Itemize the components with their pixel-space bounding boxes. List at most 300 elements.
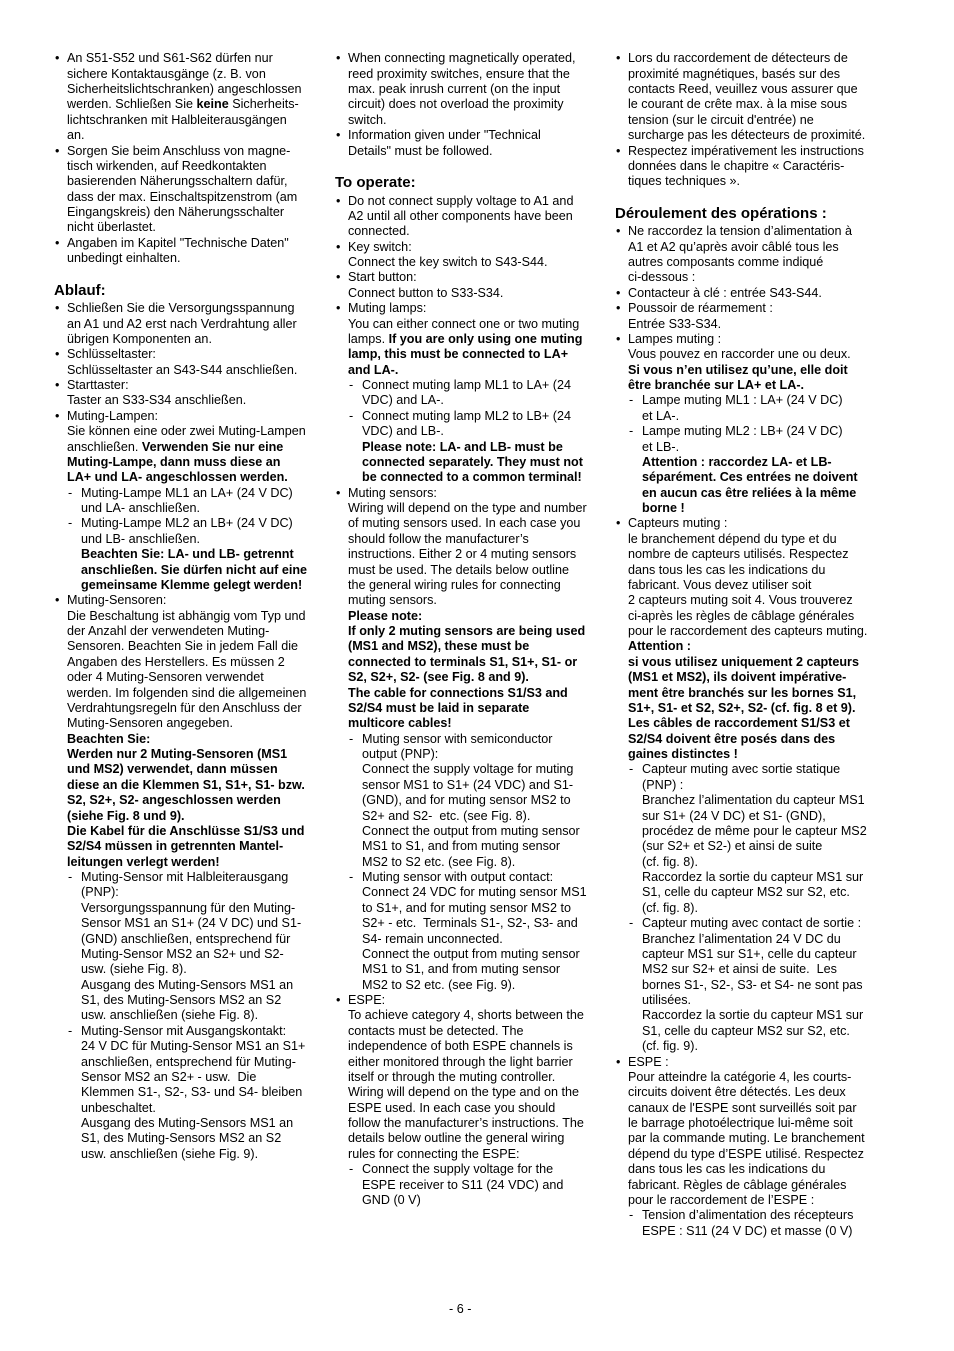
text-line	[54, 1116, 329, 1131]
text-line	[54, 978, 329, 993]
line-text: Wiring will depend on the type and number	[348, 501, 587, 516]
line-text: must be used. The details below outline	[348, 562, 569, 577]
line-text: (cf. fig. 9).	[642, 1039, 698, 1054]
line-text: Ne raccordez la tension d’alimentation à	[628, 224, 853, 239]
line-text: rules for connecting the ESPE:	[348, 1146, 520, 1161]
line-text: VDC) and LB-.	[362, 424, 444, 439]
text-line	[615, 1193, 890, 1208]
text-line	[335, 1085, 610, 1100]
line-text: Details" must be followed.	[348, 143, 493, 158]
text-line	[54, 1085, 329, 1100]
line-text: dass der max. Einschaltspitzenstrom (am	[67, 189, 298, 204]
bold-text: Please note: LA- and LB- must be	[362, 439, 563, 454]
line-text: instructions. Either 2 or 4 muting sensors	[348, 547, 577, 562]
text-line	[54, 732, 329, 747]
bold-text: borne !	[642, 501, 685, 516]
line-text: Schließen Sie die Versorgungsspannung	[67, 301, 295, 316]
text-line	[615, 932, 890, 947]
bullet-marker: •	[336, 485, 341, 500]
text-line	[54, 532, 329, 547]
line-text: Lampes muting :	[628, 331, 722, 346]
line-text: capteur MS1 sur S1+, celle du capteur	[642, 946, 857, 961]
line-text: dans tous les cas les indications du	[628, 1162, 826, 1177]
line-text: werden. Im folgenden sind die allgemeinen	[67, 685, 307, 700]
bullet-marker: •	[336, 301, 341, 316]
line-text-segment: lamps.	[348, 331, 389, 346]
bullet-marker: •	[55, 51, 60, 66]
line-text: (GND) anschließen, entsprechend für	[81, 931, 291, 946]
text-line	[335, 993, 610, 1008]
text-line	[54, 301, 329, 316]
text-line	[54, 486, 329, 501]
bold-text: en aucun cas être reliées à la même	[642, 485, 857, 500]
text-line	[54, 236, 329, 251]
text-line	[54, 347, 329, 362]
text-line	[615, 624, 890, 639]
line-text: MS1 to S1, and from muting sensor	[362, 962, 561, 977]
line-text: Raccordez la sortie du capteur MS1 sur	[642, 1008, 864, 1023]
line-text: Die Beschaltung ist abhängig vom Typ und	[67, 608, 306, 623]
line-text: Sensoren. Beachten Sie in jedem Fall die	[67, 639, 299, 654]
text-line	[615, 1162, 890, 1177]
line-text: Connect the supply voltage for muting	[362, 762, 574, 777]
line-text: muting sensors.	[348, 593, 437, 608]
dash-marker: -	[629, 916, 634, 931]
line-text: itself or through the muting controller.	[348, 1069, 556, 1084]
text-line	[335, 424, 610, 439]
text-line	[54, 470, 329, 485]
dash-marker: -	[629, 762, 634, 777]
line-text: independence of both ESPE channels is	[348, 1039, 573, 1054]
line-text: A2 until all other components have been	[348, 208, 573, 223]
line-text: Capteur muting avec sortie statique	[642, 762, 841, 777]
text-line	[335, 670, 610, 685]
line-text: bornes S1-, S2-, S3- et S4- ne sont pas	[642, 977, 863, 992]
text-line	[615, 993, 890, 1008]
text-line	[335, 378, 610, 393]
line-text: surcharge pas les détecteurs de proximité.	[628, 128, 866, 143]
bullet-marker: •	[616, 224, 621, 239]
text-line	[615, 113, 890, 128]
line-text: Sensor MS1 an S1+ (24 V DC) und S1-	[81, 916, 302, 931]
bold-text: Die Kabel für die Anschlüsse S1/S3 und	[67, 823, 305, 838]
text-line	[335, 655, 610, 670]
line-text: Ausgang des Muting-Sensors MS1 an	[81, 977, 294, 992]
line-text: Schlüsseltaster:	[67, 347, 156, 362]
text-line	[335, 51, 610, 66]
text-line	[54, 251, 329, 266]
bold-text: ment être branchés sur les bornes S1,	[628, 685, 857, 700]
bullet-marker: •	[336, 128, 341, 143]
bullet-marker: •	[336, 993, 341, 1008]
bullet-marker: •	[336, 239, 341, 254]
text-line	[335, 1101, 610, 1116]
text-line	[335, 224, 610, 239]
text-line	[54, 393, 329, 408]
bullet-marker: •	[616, 1054, 621, 1069]
text-line	[335, 332, 610, 347]
text-line	[54, 824, 329, 839]
text-line	[335, 1039, 610, 1054]
text-line	[54, 51, 329, 66]
text-line	[615, 1147, 890, 1162]
dash-marker: -	[68, 870, 73, 885]
text-column	[615, 51, 890, 1239]
text-line	[615, 255, 890, 270]
text-line	[335, 347, 610, 362]
bold-text: (MS1 and MS2), these must be	[348, 639, 530, 654]
text-line	[54, 716, 329, 731]
line-text: ci-après les règles de câblage générales	[628, 608, 855, 623]
line-text: Connect muting lamp ML1 to LA+ (24	[362, 378, 571, 393]
line-text: You can either connect one or two muting	[348, 316, 580, 331]
text-line	[615, 440, 890, 455]
text-line	[615, 270, 890, 285]
text-line	[54, 82, 329, 97]
line-text: (PNP) :	[642, 777, 684, 792]
text-line	[335, 286, 610, 301]
text-line	[54, 655, 329, 670]
bullet-marker: •	[616, 516, 621, 531]
line-text: basierenden Näherungsschaltern dafür,	[67, 174, 288, 189]
line-text: VDC) and LA-.	[362, 393, 444, 408]
line-text: S1, celle du capteur MS2 sur S2, etc.	[642, 885, 850, 900]
text-line	[615, 378, 890, 393]
text-line	[335, 516, 610, 531]
bullet-marker: •	[55, 301, 60, 316]
line-text: (PNP):	[81, 885, 119, 900]
line-text: ci-dessous :	[628, 270, 696, 285]
line-text: S1, celle du capteur MS2 sur S2, etc.	[642, 1023, 850, 1038]
text-line	[54, 624, 329, 639]
bold-text: LA+ und LA- angeschlossen werden.	[67, 470, 288, 485]
line-text: données dans le chapitre « Caractéris-	[628, 158, 845, 173]
text-line	[335, 486, 610, 501]
text-line	[335, 609, 610, 624]
line-text: und LB- anschließen.	[81, 531, 201, 546]
line-text: reed proximity switches, ensure that the	[348, 66, 570, 81]
text-line	[54, 1070, 329, 1085]
bullet-marker: •	[55, 378, 60, 393]
text-line	[335, 839, 610, 854]
line-text: A1 et A2 qu’après avoir câblé tous les	[628, 239, 839, 254]
line-text: tiques techniques ».	[628, 174, 741, 189]
line-text: oder 4 Muting-Sensoren verwendet	[67, 670, 264, 685]
text-line	[54, 855, 329, 870]
line-text: Muting-Sensoren:	[67, 593, 167, 608]
line-text: Tension d’alimentation des récepteurs	[642, 1208, 854, 1223]
line-text: contacts must be detected. The	[348, 1023, 524, 1038]
line-text: Angaben im Kapitel "Technische Daten"	[67, 235, 289, 250]
line-text: Branchez l’alimentation 24 V DC du	[642, 931, 841, 946]
text-line	[54, 144, 329, 159]
line-text: (cf. fig. 8).	[642, 900, 698, 915]
text-line	[335, 1193, 610, 1208]
line-text: S2+ and S2- etc. (see Fig. 8).	[362, 808, 531, 823]
bold-text: Muting-Lampe, dann muss diese an	[67, 454, 281, 469]
text-line	[335, 144, 610, 159]
text-line	[54, 159, 329, 174]
bold-text: Attention :	[628, 639, 691, 654]
text-line	[54, 317, 329, 332]
line-text: nicht überlastet.	[67, 220, 156, 235]
text-line	[335, 82, 610, 97]
line-text: an A1 und A2 erst nach Verdrahtung aller	[67, 316, 297, 331]
text-line	[335, 1024, 610, 1039]
line-text: Poussoir de réarmement :	[628, 301, 773, 316]
text-line	[54, 501, 329, 516]
bold-text: S2, S2+, S2- angeschlossen werden	[67, 793, 281, 808]
line-text: GND (0 V)	[362, 1192, 421, 1207]
line-text: le barrage photoélectrique lui-même soit	[628, 1116, 853, 1131]
text-line	[54, 670, 329, 685]
text-line	[54, 593, 329, 608]
text-line	[615, 409, 890, 424]
dash-marker: -	[349, 731, 354, 746]
line-text: MS2 sur S2+ et ainsi de suite. Les	[642, 962, 837, 977]
text-line	[335, 793, 610, 808]
line-text: switch.	[348, 112, 387, 127]
line-text: Muting sensors:	[348, 485, 437, 500]
dash-marker: -	[629, 1208, 634, 1223]
line-text: Connect 24 VDC for muting sensor MS1	[362, 885, 587, 900]
line-text-segment: anschließen.	[67, 439, 142, 454]
line-text: To achieve category 4, shorts between the	[348, 1008, 584, 1023]
bold-text: Beachten Sie: LA- und LB- getrennt	[81, 547, 294, 562]
text-line	[615, 1131, 890, 1146]
text-line	[54, 947, 329, 962]
text-line	[615, 809, 890, 824]
text-line	[54, 409, 329, 424]
text-line	[54, 220, 329, 235]
text-line	[615, 486, 890, 501]
line-text: Key switch:	[348, 239, 412, 254]
text-line	[615, 686, 890, 701]
text-line	[615, 978, 890, 993]
line-text: contacts Reed, veuillez vous assurer que	[628, 82, 858, 97]
bold-text: S1+, S1- et S2, S2+, S2- (cf. fig. 8 et 9).	[628, 700, 856, 715]
line-text: ESPE :	[628, 1054, 669, 1069]
text-line	[615, 363, 890, 378]
bold-text: The cable for connections S1/S3 and	[348, 685, 568, 700]
bold-text: S2/S4 müssen in getrennten Mantel-	[67, 839, 284, 854]
text-line	[615, 174, 890, 189]
dash-marker: -	[629, 393, 634, 408]
line-text: Taster an S33-S34 anschließen.	[67, 393, 247, 408]
line-text: should follow the manufacturer’s	[348, 531, 529, 546]
text-line	[615, 159, 890, 174]
line-text: Entrée S33-S34.	[628, 316, 722, 331]
line-text: (sur S2+ et S2-) et ainsi de suite	[642, 839, 823, 854]
text-line	[335, 301, 610, 316]
text-line	[615, 51, 890, 66]
line-text: Contacteur à clé : entrée S43-S44.	[628, 285, 822, 300]
line-text: anschließen, entsprechend für Muting-	[81, 1054, 296, 1069]
text-line	[335, 855, 610, 870]
text-line	[615, 240, 890, 255]
bold-text: and LA-.	[348, 362, 399, 377]
line-text: der Anzahl der verwendeten Muting-	[67, 624, 270, 639]
line-text: Muting-Lampe ML1 an LA+ (24 V DC)	[81, 485, 293, 500]
text-line	[615, 455, 890, 470]
text-line	[335, 255, 610, 270]
text-line	[335, 639, 610, 654]
line-text: the general wiring rules for connecting	[348, 577, 561, 592]
text-line	[615, 1208, 890, 1223]
text-line	[335, 824, 610, 839]
text-line	[54, 778, 329, 793]
text-line	[54, 809, 329, 824]
line-text: max. peak inrush current (on the input	[348, 82, 561, 97]
bold-text: S2, S2+, S2- (see Fig. 8 and 9).	[348, 670, 529, 685]
text-line	[615, 639, 890, 654]
text-line	[615, 670, 890, 685]
text-line	[54, 363, 329, 378]
line-text: Respectez impérativement les instructions	[628, 143, 864, 158]
text-line	[54, 870, 329, 885]
bullet-marker: •	[616, 143, 621, 158]
text-line	[54, 424, 329, 439]
bold-text: keine	[196, 97, 229, 112]
line-text: Klemmen S1-, S2-, S3- und S4- bleiben	[81, 1085, 303, 1100]
text-line	[615, 516, 890, 531]
line-text: When connecting magnetically operated,	[348, 51, 576, 66]
line-text: Schlüsseltaster an S43-S44 anschließen.	[67, 362, 298, 377]
line-text: und LA- anschließen.	[81, 501, 201, 516]
line-text: ESPE used. In each case you should	[348, 1100, 556, 1115]
text-line	[615, 1055, 890, 1070]
line-text: Muting sensor with semiconductor	[362, 731, 553, 746]
text-line	[615, 67, 890, 82]
line-text: procédez de même pour le capteur MS2	[642, 823, 867, 838]
line-text: tisch wirkenden, auf Reedkontakten	[67, 158, 267, 173]
text-line	[615, 609, 890, 624]
text-line	[615, 563, 890, 578]
text-line	[615, 778, 890, 793]
bullet-marker: •	[336, 51, 341, 66]
bold-text: séparément. Ces entrées ne doivent	[642, 470, 858, 485]
text-line	[615, 655, 890, 670]
text-line	[335, 1070, 610, 1085]
line-text: Muting-Sensor mit Halbleiterausgang	[81, 870, 289, 885]
text-line	[615, 1085, 890, 1100]
bullet-marker: •	[55, 143, 60, 158]
line-text: an.	[67, 128, 85, 143]
text-line	[54, 332, 329, 347]
bold-text: (siehe Fig. 8 und 9).	[67, 808, 185, 823]
text-line	[335, 194, 610, 209]
text-line	[335, 686, 610, 701]
line-text: sur S1+ (24 V DC) et S1- (GND),	[642, 808, 826, 823]
text-line	[335, 732, 610, 747]
line-text: (GND), and for muting sensor MS2 to	[362, 793, 571, 808]
line-text: Verdrahtungsregeln für den Anschluss der	[67, 700, 302, 715]
text-line	[54, 205, 329, 220]
text-line	[615, 424, 890, 439]
text-line	[615, 824, 890, 839]
line-text: Muting-Sensoren angegeben.	[67, 716, 233, 731]
text-line	[615, 1008, 890, 1023]
bold-text: Attention : raccordez LA- et LB-	[642, 454, 832, 469]
line-text: Sie können eine oder zwei Muting-Lampen	[67, 424, 306, 439]
line-text: utilisées.	[642, 993, 691, 1008]
bullet-marker: •	[336, 270, 341, 285]
bold-text: anschließen. Sie dürfen nicht auf eine	[81, 562, 308, 577]
bold-text: und MS2) verwendet, dann müssen	[67, 762, 278, 777]
text-line	[615, 901, 890, 916]
text-line	[615, 916, 890, 931]
line-text: canaux de l'ESPE sont surveillés soit par	[628, 1100, 857, 1115]
text-line	[615, 1101, 890, 1116]
dash-marker: -	[349, 870, 354, 885]
text-line	[54, 455, 329, 470]
text-line	[335, 947, 610, 962]
line-text: übrigen Komponenten an.	[67, 331, 212, 346]
text-line	[335, 624, 610, 639]
line-text: Vous pouvez en raccorder une ou deux.	[628, 347, 851, 362]
text-line	[615, 301, 890, 316]
text-line	[335, 501, 610, 516]
text-line	[335, 578, 610, 593]
text-line	[54, 1131, 329, 1146]
text-line	[54, 1039, 329, 1054]
text-line	[335, 209, 610, 224]
text-line	[335, 113, 610, 128]
line-text: Connect the supply voltage for the	[362, 1162, 554, 1177]
text-line	[335, 67, 610, 82]
bullet-marker: •	[55, 235, 60, 250]
text-column	[335, 51, 610, 1208]
text-line	[54, 762, 329, 777]
line-text: An S51-S52 und S61-S62 dürfen nur	[67, 51, 273, 66]
line-text: S4- remain unconnected.	[362, 931, 503, 946]
bold-text: S2/S4 doivent être posés dans des	[628, 731, 836, 746]
line-text: Capteur muting avec contact de sortie :	[642, 916, 862, 931]
text-line	[335, 317, 610, 332]
bold-text: connected separately. They must not	[362, 454, 583, 469]
text-line	[54, 128, 329, 143]
line-text: le branchement dépend du type et du	[628, 531, 837, 546]
section-heading	[615, 204, 890, 225]
line-text: le courant de crête max. à la mise sous	[628, 97, 848, 112]
bullet-marker: •	[616, 331, 621, 346]
page-number: - 6 -	[449, 1302, 472, 1317]
line-text	[67, 97, 299, 112]
line-text: Muting-Lampe ML2 an LB+ (24 V DC)	[81, 516, 293, 531]
text-line	[54, 962, 329, 977]
line-text: Do not connect supply voltage to A1 and	[348, 193, 574, 208]
text-line	[54, 97, 329, 112]
text-line	[615, 97, 890, 112]
line-text: circuits doivent être détectés. Les deux	[628, 1085, 846, 1100]
text-line	[54, 993, 329, 1008]
bold-text: be connected to a common terminal!	[362, 470, 582, 485]
text-line	[54, 901, 329, 916]
text-line	[335, 870, 610, 885]
bold-text: Please note:	[348, 608, 423, 623]
text-line	[54, 516, 329, 531]
text-line	[54, 639, 329, 654]
line-text: Starttaster:	[67, 378, 129, 393]
text-line	[615, 716, 890, 731]
line-text: pour le raccordement de l’ESPE :	[628, 1192, 815, 1207]
text-line	[615, 885, 890, 900]
line-text: et LA-.	[642, 408, 680, 423]
line-text: dans tous les cas les indications du	[628, 562, 826, 577]
text-line	[54, 563, 329, 578]
text-line	[335, 240, 610, 255]
line-text: Start button:	[348, 270, 417, 285]
